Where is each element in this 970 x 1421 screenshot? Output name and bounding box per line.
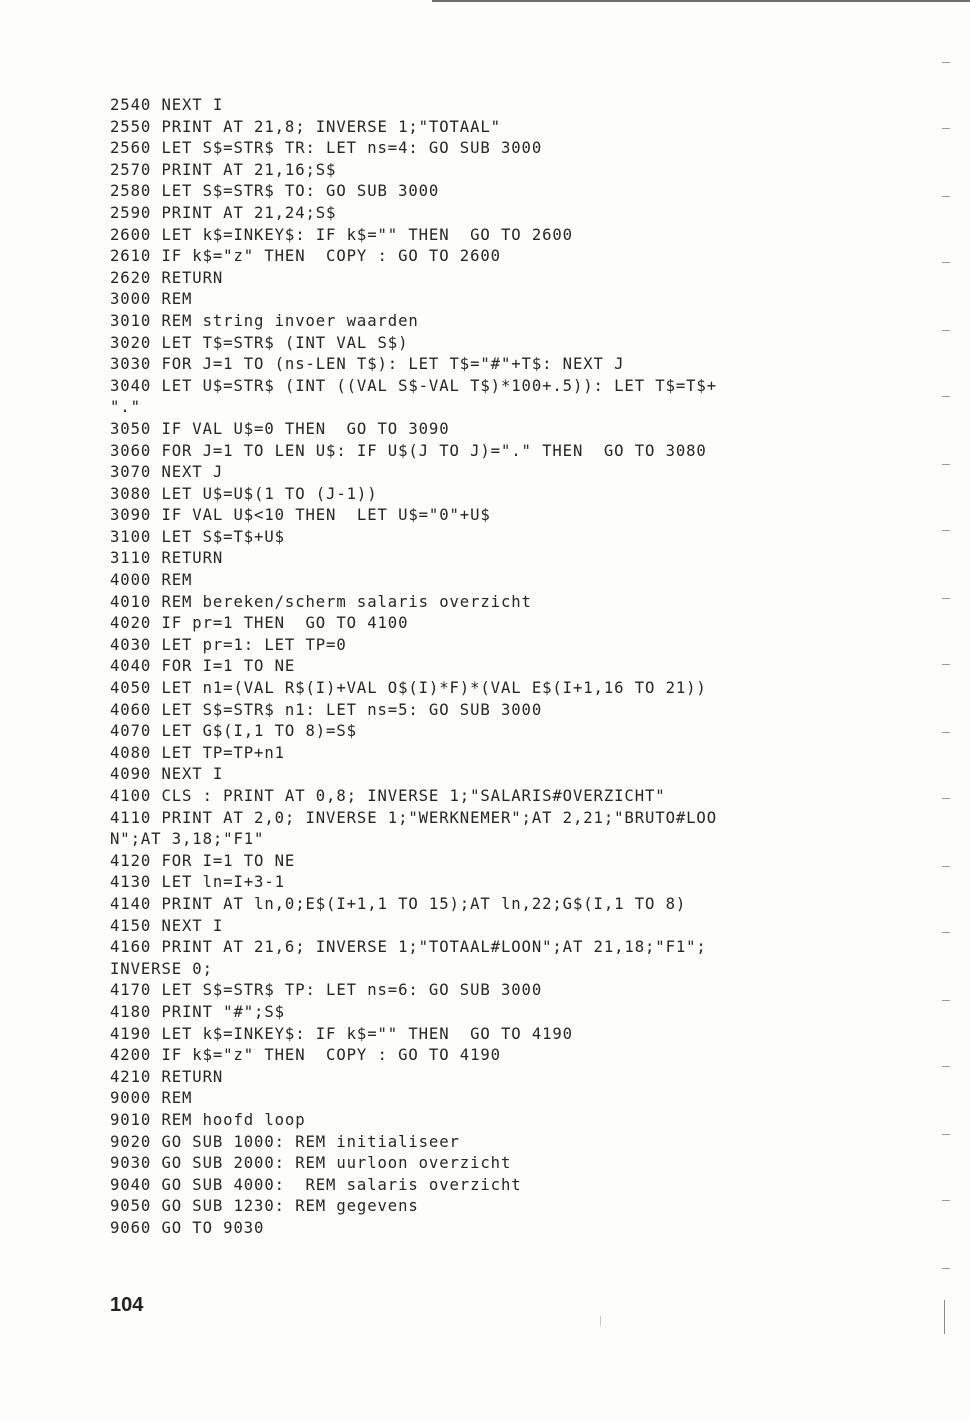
code-line: 2570 PRINT AT 21,16;S$ [110,160,337,179]
code-line: 4100 CLS : PRINT AT 0,8; INVERSE 1;"SALARIS#OVERZICHT" [110,787,666,805]
code-line: 2610 IF k$="z" THEN COPY : GO TO 2600 [110,247,501,266]
code-line: 3020 LET T$=STR$ (INT VAL S$) [110,333,409,352]
code-line: 9060 GO TO 9030 [110,1218,265,1237]
margin-mark [942,1000,950,1001]
code-line: 9010 REM hoofd loop [110,1110,306,1129]
code-line: 3110 RETURN [110,549,224,568]
code-line: 4040 FOR I=1 TO NE [110,657,296,676]
code-line: N";AT 3,18;"F1" [110,830,265,849]
code-line: 3060 FOR J=1 TO LEN U$: IF U$(J TO J)="." THEN GO TO 3080 [110,441,707,460]
code-line: 9030 GO SUB 2000: REM uurloon overzicht [110,1154,512,1173]
code-line: 3030 FOR J=1 TO (ns-LEN T$): LET T$="#"+T$: NEXT J [110,355,625,374]
margin-mark [942,732,950,733]
code-line: 4110 PRINT AT 2,0; INVERSE 1;"WERKNEMER";AT 2,21;"BRUTO#LOO [110,808,718,827]
margin-mark [942,1134,950,1135]
margin-mark [942,798,950,799]
code-line: 4140 PRINT AT ln,0;E$(I+1,1 TO 15);AT ln,22;G$(I,1 TO 8) [110,894,687,913]
margin-mark [600,1316,601,1326]
code-line: 3090 IF VAL U$<10 THEN LET U$="0"+U$ [110,506,491,525]
code-line: 4210 RETURN [110,1067,224,1086]
code-line: 4180 PRINT "#";S$ [110,1002,285,1021]
margin-mark [942,196,950,197]
code-line: 2600 LET k$=INKEY$: IF k$="" THEN GO TO 2600 [110,225,573,244]
code-line: 2550 PRINT AT 21,8; INVERSE 1;"TOTAAL" [110,117,501,136]
code-line: 9040 GO SUB 4000: REM salaris overzicht [110,1175,522,1194]
code-line: 2560 LET S$=STR$ TR: LET ns=4: GO SUB 3000 [110,139,543,158]
basic-code-listing [110,95,930,1239]
margin-mark [942,396,950,397]
page-number: 104 [110,1294,144,1316]
code-line: 4160 PRINT AT 21,6; INVERSE 1;"TOTAAL#LOON";AT 21,18;"F1"; [110,938,707,957]
code-line: 3050 IF VAL U$=0 THEN GO TO 3090 [110,419,450,438]
margin-mark [942,530,950,531]
code-line: 2620 RETURN [110,268,224,287]
code-line: 4130 LET ln=I+3-1 [110,873,285,892]
code-line: 3080 LET U$=U$(1 TO (J-1)) [110,484,378,503]
code-line: INVERSE 0; [110,959,213,978]
code-line: 3000 REM [110,290,193,309]
code-line: 2590 PRINT AT 21,24;S$ [110,203,337,222]
code-line: 4070 LET G$(I,1 TO 8)=S$ [110,722,357,741]
code-line: 4080 LET TP=TP+n1 [110,743,285,762]
margin-mark [942,866,950,867]
code-line: 4150 NEXT I [110,916,224,935]
code-line: 2540 NEXT I [110,96,224,114]
code-line: 3010 REM string invoer waarden [110,311,419,330]
code-line: 4030 LET pr=1: LET TP=0 [110,635,347,654]
margin-mark [942,128,950,129]
code-line: "." [110,398,141,417]
margin-mark [942,1066,950,1067]
code-line: 4010 REM bereken/scherm salaris overzicht [110,592,532,611]
margin-mark [942,464,950,465]
code-line: 2580 LET S$=STR$ TO: GO SUB 3000 [110,182,440,201]
code-line: 4200 IF k$="z" THEN COPY : GO TO 4190 [110,1046,501,1065]
code-line: 4050 LET n1=(VAL R$(I)+VAL O$(I)*F)*(VAL E$(I+1,16 TO 21)) [110,679,707,698]
code-line: 4190 LET k$=INKEY$: IF k$="" THEN GO TO 4190 [110,1024,573,1043]
code-line: 4120 FOR I=1 TO NE [110,851,296,870]
code-line: 4090 NEXT I [110,765,224,784]
margin-mark [942,664,950,665]
code-line: 9050 GO SUB 1230: REM gegevens [110,1197,419,1216]
code-line: 4000 REM [110,571,193,590]
code-line: 3040 LET U$=STR$ (INT ((VAL S$-VAL T$)*100+.5)): LET T$=T$+ [110,376,718,395]
code-line: 3070 NEXT J [110,463,224,482]
code-line: 9000 REM [110,1089,193,1108]
code-line: 4170 LET S$=STR$ TP: LET ns=6: GO SUB 3000 [110,981,543,1000]
code-line: 4020 IF pr=1 THEN GO TO 4100 [110,614,409,633]
margin-mark [944,1300,945,1334]
margin-mark [942,1200,950,1201]
margin-mark [942,598,950,599]
margin-mark [942,262,950,263]
code-line: 4060 LET S$=STR$ n1: LET ns=5: GO SUB 3000 [110,700,543,719]
margin-mark [942,932,950,933]
code-line: 3100 LET S$=T$+U$ [110,527,285,546]
margin-mark [942,62,950,63]
margin-mark [942,1268,950,1269]
code-line: 9020 GO SUB 1000: REM initialiseer [110,1132,460,1151]
margin-mark [942,330,950,331]
top-rule [432,0,970,2]
